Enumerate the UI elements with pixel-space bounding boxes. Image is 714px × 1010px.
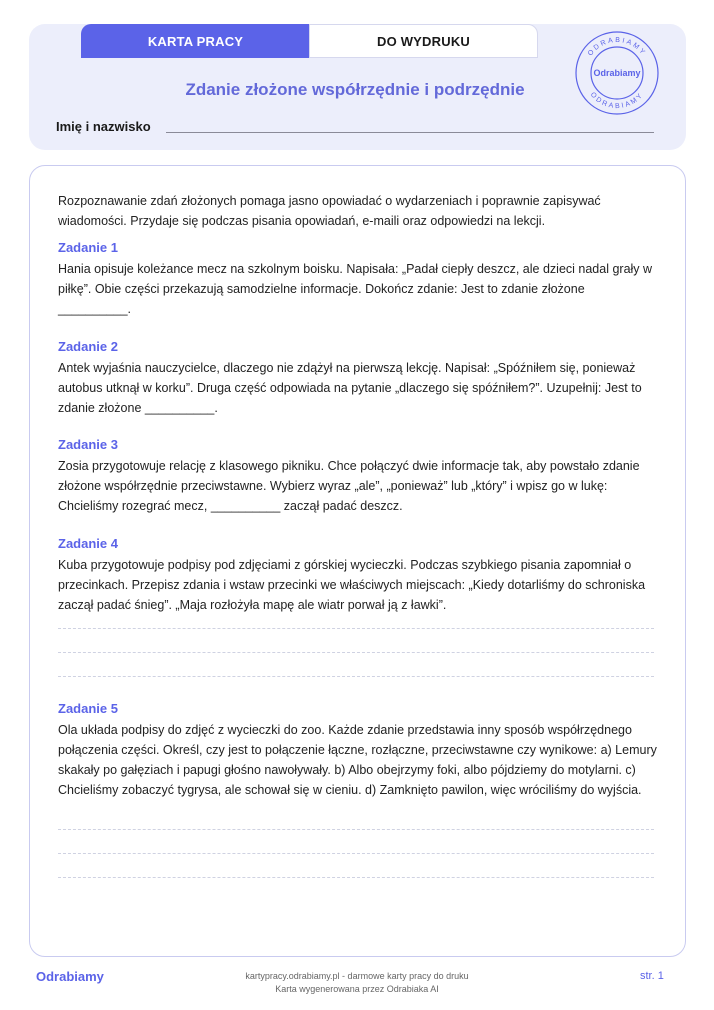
footer-line-2: Karta wygenerowana przez Odrabiaka AI <box>275 984 439 994</box>
name-label: Imię i nazwisko <box>56 119 151 134</box>
stamp-top-text: ODRABIAMY <box>586 36 648 58</box>
task-1-title: Zadanie 1 <box>58 240 118 255</box>
odrabiamy-stamp-logo <box>574 30 660 116</box>
answer-line[interactable] <box>58 676 654 677</box>
task-5-body: Ola układa podpisy do zdjęć z wycieczki do zoo. Każde zdanie przedstawia inny sposób współrzędnego połączenia części. Określ, czy jest to połączenie łączne, rozłączne, przeciwstawne czy wynikowe: a) Lemury skakały po gałęziach i papugi głośno nawoływały. b) Albo obejrzymy foki, albo pójdziemy do motylarni. c) Chcieliśmy zobaczyć tygrysa, ale schował się w cieniu. d) Zamknięto pawilon, więc wróciliśmy do wyjścia. <box>58 723 657 797</box>
stamp-bottom-text: ODRABIAMY <box>588 91 646 111</box>
task-5-title: Zadanie 5 <box>58 701 118 716</box>
task-2-body: Antek wyjaśnia nauczycielce, dlaczego nie zdążył na pierwszą lekcję. Napisał: „Spóźniłem się, ponieważ autobus utknął w korku”. Druga część odpowiada na pytanie „dlaczego się spóźniłem?”. Uzupełnij: Jest to zdanie złożone __________. <box>58 361 642 415</box>
answer-line[interactable] <box>58 652 654 653</box>
page-number: str. 1 <box>640 970 664 982</box>
answer-line[interactable] <box>58 877 654 878</box>
task-3-body: Zosia przygotowuje relację z klasowego pikniku. Chce połączyć dwie informacje tak, aby powstało zdanie złożone współrzędnie przeciwstawne. Wybierz wyraz „ale”, „ponieważ” lub „który” i wpisz go w lukę: Chcieliśmy rozegrać mecz, __________ zaczął padać deszcz. <box>58 459 640 513</box>
tab-do-wydruku[interactable]: DO WYDRUKU <box>309 24 538 58</box>
name-input-line[interactable] <box>166 132 654 133</box>
page-title: Zdanie złożone współrzędnie i podrzędnie <box>185 80 525 99</box>
footer-info <box>207 970 507 996</box>
task-2-title: Zadanie 2 <box>58 339 118 354</box>
footer-line-1[interactable]: kartypracy.odrabiamy.pl - darmowe karty pracy do druku <box>245 971 469 981</box>
tab-karta-pracy[interactable]: KARTA PRACY <box>81 24 310 58</box>
answer-line[interactable] <box>58 628 654 629</box>
task-4-body: Kuba przygotowuje podpisy pod zdjęciami z górskiej wycieczki. Podczas szybkiego pisania zapomniał o przecinkach. Przepisz zdania i wstaw przecinki we właściwych miejscach: „Kiedy dotarliśmy do schroniska zaczął padać śnieg”. „Maja rozłożyła mapę ale wiatr porwał ją z ławki”. <box>58 558 646 612</box>
answer-line[interactable] <box>58 829 654 830</box>
task-4-title: Zadanie 4 <box>58 536 118 551</box>
answer-line[interactable] <box>58 853 654 854</box>
stamp-center-text: Odrabiamy <box>593 68 641 78</box>
svg-text:ODRABIAMY <box>589 91 646 110</box>
task-1-body: Hania opisuje koleżance mecz na szkolnym boisku. Napisała: „Padał ciepły deszcz, ale dzieci nadal grały w piłkę”. Obie części przekazują samodzielne informacje. Dokończ zdanie: Jest to zdanie złożone __________. <box>58 262 653 316</box>
intro-paragraph: Rozpoznawanie zdań złożonych pomaga jasno opowiadać o wydarzeniach i poprawnie zapisywać wiadomości. Przydaje się podczas pisania opowiadań, e-maili oraz odpowiedzi na lekcji. <box>58 194 601 228</box>
footer-brand[interactable]: Odrabiamy <box>36 969 104 984</box>
task-3-title: Zadanie 3 <box>58 437 118 452</box>
